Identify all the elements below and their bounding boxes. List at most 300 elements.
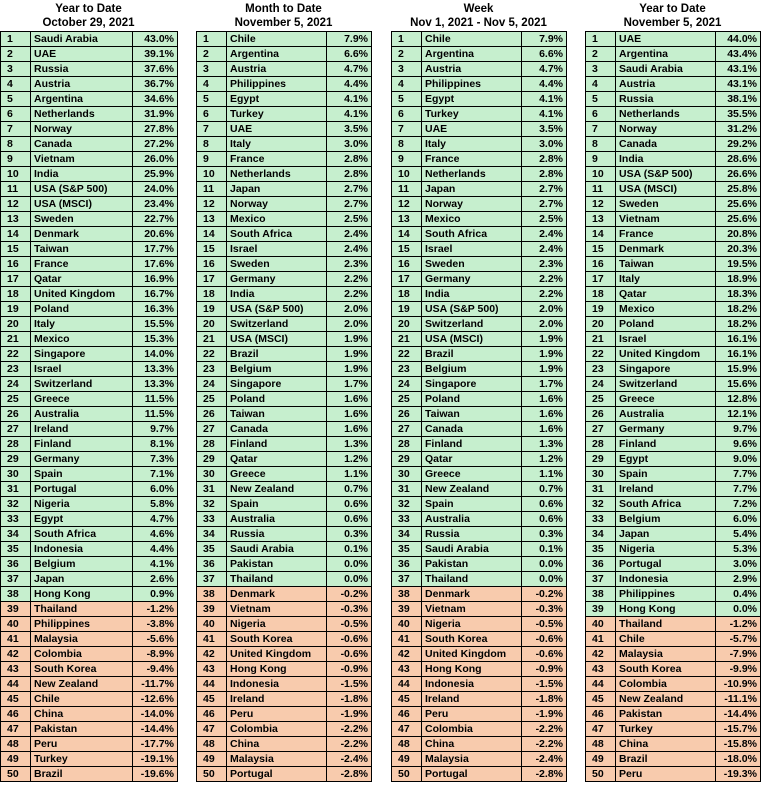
- return-cell: -0.9%: [522, 662, 567, 677]
- rank-cell: 16: [197, 257, 227, 272]
- table-row: [392, 377, 567, 392]
- rank-cell: 26: [586, 407, 616, 422]
- return-cell: 43.1%: [716, 77, 761, 92]
- rank-cell: 11: [1, 182, 31, 197]
- return-cell: -19.6%: [133, 767, 178, 782]
- rank-cell: 6: [586, 107, 616, 122]
- table-row: [197, 752, 372, 767]
- country-cell: Belgium: [422, 362, 522, 377]
- table-row: [392, 317, 567, 332]
- panel-date: October 29, 2021: [42, 17, 135, 29]
- return-cell: -0.2%: [522, 587, 567, 602]
- table-row: [1, 77, 178, 92]
- table-row: [392, 107, 567, 122]
- table-row: [586, 332, 761, 347]
- return-cell: 4.1%: [327, 107, 372, 122]
- table-row: [197, 242, 372, 257]
- country-cell: Belgium: [31, 557, 133, 572]
- table-row: [1, 227, 178, 242]
- table-row: [197, 767, 372, 782]
- return-cell: 16.9%: [133, 272, 178, 287]
- rank-cell: 20: [197, 317, 227, 332]
- return-cell: 15.9%: [716, 362, 761, 377]
- country-cell: Mexico: [616, 302, 716, 317]
- table-row: [392, 722, 567, 737]
- return-cell: 0.0%: [327, 557, 372, 572]
- return-cell: -9.9%: [716, 662, 761, 677]
- table-row: [197, 182, 372, 197]
- rank-cell: 10: [1, 167, 31, 182]
- table-row: [392, 692, 567, 707]
- table-row: [586, 497, 761, 512]
- country-cell: USA (S&P 500): [227, 302, 327, 317]
- country-cell: Singapore: [227, 377, 327, 392]
- return-cell: -14.0%: [133, 707, 178, 722]
- country-cell: Hong Kong: [227, 662, 327, 677]
- return-cell: -15.7%: [716, 722, 761, 737]
- table-row: [392, 47, 567, 62]
- rank-cell: 32: [197, 497, 227, 512]
- return-cell: 7.7%: [716, 482, 761, 497]
- panel-ytd-oct29: [0, 0, 177, 782]
- table-row: [586, 227, 761, 242]
- rank-cell: 31: [197, 482, 227, 497]
- return-cell: 0.9%: [133, 587, 178, 602]
- table-row: [586, 527, 761, 542]
- table-row: [392, 77, 567, 92]
- return-cell: 0.0%: [716, 602, 761, 617]
- return-cell: -0.6%: [522, 632, 567, 647]
- country-cell: Malaysia: [422, 752, 522, 767]
- return-cell: 6.6%: [522, 47, 567, 62]
- country-cell: Nigeria: [616, 542, 716, 557]
- country-cell: Taiwan: [227, 407, 327, 422]
- table-row: [392, 572, 567, 587]
- table-row: [1, 467, 178, 482]
- rank-cell: 48: [1, 737, 31, 752]
- country-cell: South Korea: [31, 662, 133, 677]
- country-cell: Chile: [422, 32, 522, 47]
- rank-cell: 11: [586, 182, 616, 197]
- country-cell: Vietnam: [422, 602, 522, 617]
- rank-cell: 28: [586, 437, 616, 452]
- rank-cell: 24: [1, 377, 31, 392]
- country-cell: Canada: [422, 422, 522, 437]
- return-cell: 15.3%: [133, 332, 178, 347]
- return-cell: 1.1%: [327, 467, 372, 482]
- country-cell: Israel: [616, 332, 716, 347]
- rank-cell: 44: [586, 677, 616, 692]
- rank-cell: 46: [586, 707, 616, 722]
- table-row: [1, 32, 178, 47]
- table-row: [197, 197, 372, 212]
- table-row: [197, 77, 372, 92]
- country-cell: Brazil: [422, 347, 522, 362]
- rank-cell: 23: [197, 362, 227, 377]
- table-row: [1, 137, 178, 152]
- table-row: [392, 272, 567, 287]
- return-cell: 7.9%: [522, 32, 567, 47]
- return-cell: 11.5%: [133, 392, 178, 407]
- rank-cell: 43: [586, 662, 616, 677]
- country-cell: Finland: [616, 437, 716, 452]
- panel-header: [0, 0, 177, 31]
- return-cell: 2.4%: [522, 227, 567, 242]
- country-cell: Peru: [616, 767, 716, 782]
- return-cell: 0.1%: [522, 542, 567, 557]
- rank-cell: 41: [197, 632, 227, 647]
- country-cell: Sweden: [422, 257, 522, 272]
- table-row: [197, 407, 372, 422]
- return-cell: 0.6%: [327, 497, 372, 512]
- return-cell: -7.9%: [716, 647, 761, 662]
- country-cell: Thailand: [422, 572, 522, 587]
- return-cell: 2.0%: [522, 302, 567, 317]
- country-cell: Greece: [31, 392, 133, 407]
- rank-cell: 15: [586, 242, 616, 257]
- rank-cell: 20: [392, 317, 422, 332]
- rank-cell: 3: [1, 62, 31, 77]
- country-cell: Australia: [422, 512, 522, 527]
- panel-title: Month to Date: [245, 3, 322, 15]
- country-cell: Colombia: [422, 722, 522, 737]
- table-row: [586, 287, 761, 302]
- rank-cell: 12: [1, 197, 31, 212]
- rank-cell: 20: [1, 317, 31, 332]
- return-cell: 1.3%: [327, 437, 372, 452]
- rank-cell: 46: [1, 707, 31, 722]
- return-cell: 43.1%: [716, 62, 761, 77]
- country-cell: Chile: [31, 692, 133, 707]
- rank-cell: 33: [1, 512, 31, 527]
- country-cell: South Korea: [422, 632, 522, 647]
- rank-cell: 13: [392, 212, 422, 227]
- return-cell: 1.2%: [327, 452, 372, 467]
- return-cell: 20.6%: [133, 227, 178, 242]
- country-cell: Philippines: [616, 587, 716, 602]
- return-cell: -0.6%: [327, 632, 372, 647]
- table-row: [197, 212, 372, 227]
- return-cell: 1.9%: [327, 347, 372, 362]
- return-cell: 1.6%: [327, 422, 372, 437]
- country-cell: India: [227, 287, 327, 302]
- country-cell: China: [422, 737, 522, 752]
- country-cell: Thailand: [616, 617, 716, 632]
- country-cell: Saudi Arabia: [616, 62, 716, 77]
- table-row: [1, 362, 178, 377]
- return-cell: 25.8%: [716, 182, 761, 197]
- country-cell: Hong Kong: [31, 587, 133, 602]
- table-row: [586, 107, 761, 122]
- table-row: [586, 707, 761, 722]
- return-cell: 27.8%: [133, 122, 178, 137]
- rank-cell: 34: [197, 527, 227, 542]
- rank-cell: 10: [197, 167, 227, 182]
- table-row: [1, 497, 178, 512]
- table-row: [586, 677, 761, 692]
- table-row: [197, 332, 372, 347]
- return-cell: 15.5%: [133, 317, 178, 332]
- table-row: [1, 182, 178, 197]
- rank-cell: 50: [197, 767, 227, 782]
- table-row: [197, 92, 372, 107]
- table-row: [1, 632, 178, 647]
- country-cell: Greece: [227, 467, 327, 482]
- table-row: [392, 452, 567, 467]
- return-cell: -2.8%: [327, 767, 372, 782]
- return-cell: 6.6%: [327, 47, 372, 62]
- rank-cell: 10: [586, 167, 616, 182]
- country-cell: Vietnam: [227, 602, 327, 617]
- country-cell: Colombia: [227, 722, 327, 737]
- country-cell: Qatar: [422, 452, 522, 467]
- return-cell: -2.8%: [522, 767, 567, 782]
- table-row: [392, 197, 567, 212]
- table-row: [1, 317, 178, 332]
- country-cell: Canada: [616, 137, 716, 152]
- return-cell: 15.6%: [716, 377, 761, 392]
- country-cell: Indonesia: [422, 677, 522, 692]
- return-cell: 9.6%: [716, 437, 761, 452]
- country-cell: Hong Kong: [422, 662, 522, 677]
- return-cell: 2.7%: [522, 197, 567, 212]
- return-cell: 1.6%: [327, 392, 372, 407]
- return-cell: 31.2%: [716, 122, 761, 137]
- table-row: [1, 332, 178, 347]
- table-row: [1, 242, 178, 257]
- panel-mtd-nov5: [196, 0, 371, 782]
- return-cell: -1.8%: [522, 692, 567, 707]
- return-cell: 2.8%: [522, 167, 567, 182]
- rank-cell: 33: [586, 512, 616, 527]
- table-row: [1, 407, 178, 422]
- country-cell: Denmark: [616, 242, 716, 257]
- return-cell: -0.3%: [327, 602, 372, 617]
- country-cell: Chile: [227, 32, 327, 47]
- return-cell: 2.2%: [327, 272, 372, 287]
- rank-cell: 1: [392, 32, 422, 47]
- country-cell: New Zealand: [616, 692, 716, 707]
- country-cell: Greece: [422, 467, 522, 482]
- rank-cell: 14: [197, 227, 227, 242]
- return-cell: 20.3%: [716, 242, 761, 257]
- country-cell: USA (MSCI): [616, 182, 716, 197]
- table-row: [197, 152, 372, 167]
- country-cell: Turkey: [227, 107, 327, 122]
- country-cell: UAE: [616, 32, 716, 47]
- return-cell: -1.5%: [522, 677, 567, 692]
- return-cell: 1.9%: [522, 347, 567, 362]
- return-cell: 2.4%: [327, 227, 372, 242]
- return-cell: 16.1%: [716, 347, 761, 362]
- rank-cell: 26: [392, 407, 422, 422]
- table-row: [392, 257, 567, 272]
- table-row: [586, 167, 761, 182]
- country-cell: Italy: [422, 137, 522, 152]
- rank-cell: 17: [197, 272, 227, 287]
- country-cell: Switzerland: [422, 317, 522, 332]
- rank-cell: 49: [197, 752, 227, 767]
- table-row: [197, 662, 372, 677]
- return-cell: 7.3%: [133, 452, 178, 467]
- table-row: [197, 542, 372, 557]
- rank-cell: 4: [392, 77, 422, 92]
- table-row: [586, 422, 761, 437]
- table-row: [586, 557, 761, 572]
- country-cell: Malaysia: [227, 752, 327, 767]
- return-cell: 25.6%: [716, 197, 761, 212]
- country-cell: Taiwan: [31, 242, 133, 257]
- table-row: [392, 707, 567, 722]
- return-cell: 34.6%: [133, 92, 178, 107]
- rank-cell: 43: [392, 662, 422, 677]
- return-cell: 13.3%: [133, 377, 178, 392]
- return-cell: 2.6%: [133, 572, 178, 587]
- table-row: [586, 437, 761, 452]
- return-cell: 38.1%: [716, 92, 761, 107]
- return-cell: -5.6%: [133, 632, 178, 647]
- return-cell: 2.8%: [327, 152, 372, 167]
- table-row: [586, 407, 761, 422]
- table-row: [586, 92, 761, 107]
- table-row: [197, 227, 372, 242]
- country-cell: Brazil: [227, 347, 327, 362]
- country-cell: South Africa: [31, 527, 133, 542]
- table-row: [197, 257, 372, 272]
- table-row: [1, 437, 178, 452]
- rank-cell: 4: [197, 77, 227, 92]
- country-cell: UAE: [227, 122, 327, 137]
- rank-cell: 39: [586, 602, 616, 617]
- table-row: [392, 557, 567, 572]
- table-row: [1, 602, 178, 617]
- return-cell: 22.7%: [133, 212, 178, 227]
- rank-cell: 14: [1, 227, 31, 242]
- table-row: [1, 377, 178, 392]
- return-cell: 2.8%: [327, 167, 372, 182]
- country-cell: Netherlands: [422, 167, 522, 182]
- return-cell: 39.1%: [133, 47, 178, 62]
- return-cell: 3.5%: [522, 122, 567, 137]
- rank-cell: 42: [197, 647, 227, 662]
- rank-cell: 6: [392, 107, 422, 122]
- rank-cell: 48: [197, 737, 227, 752]
- country-cell: China: [616, 737, 716, 752]
- country-cell: Argentina: [616, 47, 716, 62]
- table-row: [197, 452, 372, 467]
- table-row: [586, 587, 761, 602]
- return-cell: -18.0%: [716, 752, 761, 767]
- return-cell: 35.5%: [716, 107, 761, 122]
- country-cell: Egypt: [422, 92, 522, 107]
- panel-header: [196, 0, 371, 31]
- country-cell: Belgium: [616, 512, 716, 527]
- return-cell: -11.1%: [716, 692, 761, 707]
- table-row: [392, 122, 567, 137]
- rank-cell: 35: [392, 542, 422, 557]
- return-cell: 4.4%: [133, 542, 178, 557]
- table-row: [197, 302, 372, 317]
- country-cell: Switzerland: [616, 377, 716, 392]
- country-cell: Poland: [227, 392, 327, 407]
- table-row: [1, 302, 178, 317]
- rank-cell: 24: [586, 377, 616, 392]
- rank-cell: 18: [392, 287, 422, 302]
- table-row: [586, 392, 761, 407]
- return-cell: 0.4%: [716, 587, 761, 602]
- rank-cell: 13: [1, 212, 31, 227]
- rank-cell: 8: [586, 137, 616, 152]
- table-row: [1, 212, 178, 227]
- rank-cell: 36: [1, 557, 31, 572]
- table-row: [1, 482, 178, 497]
- table-row: [392, 137, 567, 152]
- table-row: [1, 197, 178, 212]
- rank-cell: 50: [1, 767, 31, 782]
- table-row: [392, 767, 567, 782]
- rank-cell: 30: [1, 467, 31, 482]
- rank-cell: 42: [1, 647, 31, 662]
- rank-cell: 47: [197, 722, 227, 737]
- rank-cell: 46: [392, 707, 422, 722]
- rank-cell: 45: [586, 692, 616, 707]
- return-cell: 9.0%: [716, 452, 761, 467]
- table-row: [1, 167, 178, 182]
- return-cell: 6.0%: [133, 482, 178, 497]
- rank-cell: 44: [1, 677, 31, 692]
- country-cell: Saudi Arabia: [227, 542, 327, 557]
- return-cell: 2.5%: [327, 212, 372, 227]
- country-cell: South Korea: [616, 662, 716, 677]
- country-cell: Argentina: [227, 47, 327, 62]
- rank-cell: 45: [197, 692, 227, 707]
- rank-cell: 39: [197, 602, 227, 617]
- country-cell: Nigeria: [227, 617, 327, 632]
- table-row: [586, 512, 761, 527]
- rank-cell: 11: [392, 182, 422, 197]
- rank-cell: 8: [197, 137, 227, 152]
- rank-cell: 43: [1, 662, 31, 677]
- table-row: [392, 677, 567, 692]
- country-cell: Australia: [227, 512, 327, 527]
- table-row: [392, 632, 567, 647]
- rank-cell: 49: [1, 752, 31, 767]
- table-row: [392, 662, 567, 677]
- table-row: [197, 707, 372, 722]
- panel-date: November 5, 2021: [234, 17, 333, 29]
- table-row: [586, 32, 761, 47]
- return-cell: 1.6%: [327, 407, 372, 422]
- return-cell: 4.4%: [327, 77, 372, 92]
- return-cell: 2.7%: [522, 182, 567, 197]
- rank-cell: 9: [1, 152, 31, 167]
- country-cell: Egypt: [616, 452, 716, 467]
- country-cell: Turkey: [422, 107, 522, 122]
- table-row: [197, 167, 372, 182]
- table-row: [392, 92, 567, 107]
- table-row: [197, 497, 372, 512]
- return-cell: 4.1%: [133, 557, 178, 572]
- return-cell: -1.2%: [133, 602, 178, 617]
- return-cell: 44.0%: [716, 32, 761, 47]
- rank-cell: 1: [197, 32, 227, 47]
- return-cell: -14.4%: [716, 707, 761, 722]
- table-row: [392, 227, 567, 242]
- return-cell: 2.5%: [522, 212, 567, 227]
- return-cell: 4.1%: [522, 92, 567, 107]
- rank-cell: 45: [392, 692, 422, 707]
- country-cell: Netherlands: [227, 167, 327, 182]
